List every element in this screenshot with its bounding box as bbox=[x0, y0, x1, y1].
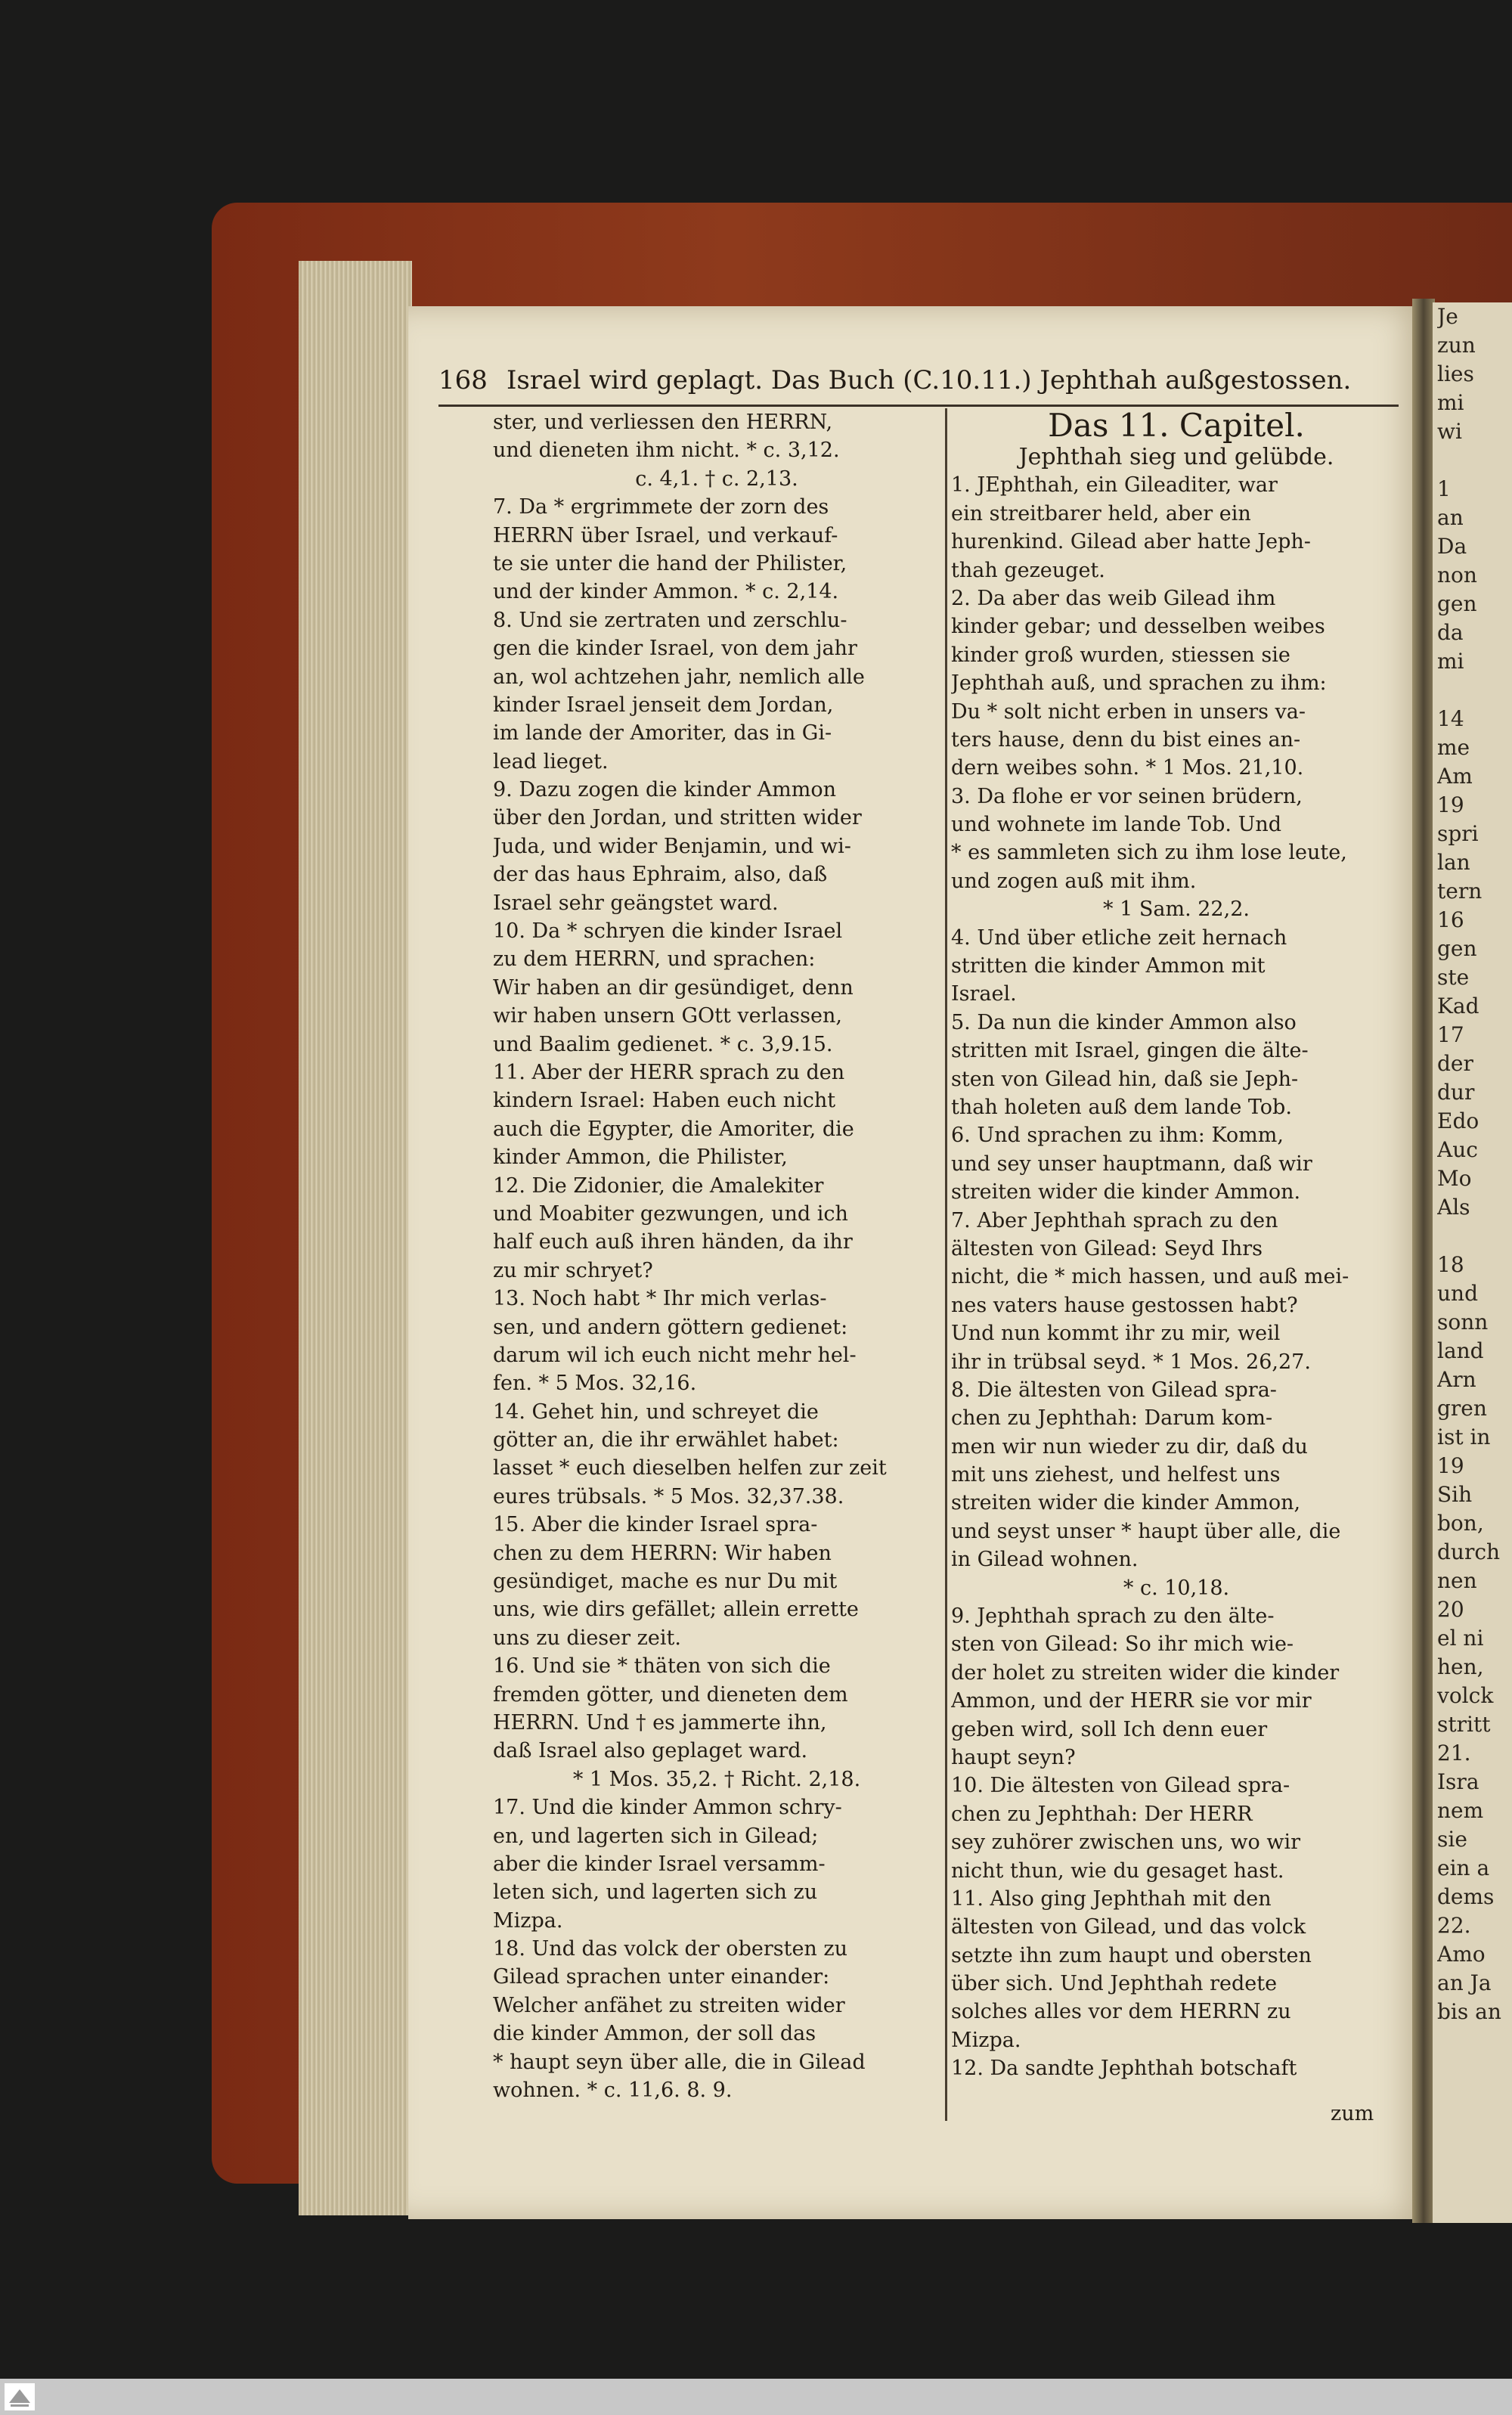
text-line: sten von Gilead: So ihr mich wie- bbox=[951, 1632, 1294, 1657]
text-line: 8. Die ältesten von Gilead spra- bbox=[951, 1378, 1277, 1402]
text-line: kinder Ammon, die Philister, bbox=[493, 1145, 788, 1170]
text-line: Juda, und wider Benjamin, und wi- bbox=[493, 834, 851, 858]
text-line: 13. Noch habt * Ihr mich verlas- bbox=[493, 1287, 827, 1311]
facing-page-line: Edo bbox=[1437, 1108, 1479, 1133]
facing-page-line: 22. bbox=[1437, 1913, 1471, 1938]
column-divider bbox=[945, 408, 947, 2121]
text-line: auch die Egypter, die Amoriter, die bbox=[493, 1117, 854, 1141]
facing-page-line: nen bbox=[1437, 1568, 1477, 1593]
facing-page-line: hen, bbox=[1437, 1654, 1484, 1679]
text-line: Wir haben an dir gesündiget, denn bbox=[493, 975, 854, 1000]
text-line: 4. Und über etliche zeit hernach bbox=[951, 925, 1287, 950]
text-line: 2. Da aber das weib Gilead ihm bbox=[951, 586, 1276, 610]
facing-page-line: nem bbox=[1437, 1798, 1484, 1823]
text-line: 6. Und sprachen zu ihm: Komm, bbox=[951, 1124, 1284, 1148]
facing-page-fragment bbox=[1433, 302, 1512, 2223]
text-line: mit uns ziehest, und helfest uns bbox=[951, 1463, 1281, 1487]
text-line: geben wird, soll Ich denn euer bbox=[951, 1717, 1268, 1741]
text-line: 1. JEphthah, ein Gileaditer, war bbox=[951, 473, 1278, 498]
facing-page-line: lan bbox=[1437, 850, 1470, 875]
text-line: * 1 Sam. 22,2. bbox=[1103, 897, 1250, 922]
facing-page-line: Als bbox=[1437, 1195, 1470, 1220]
text-line: sey zuhörer zwischen uns, wo wir bbox=[951, 1831, 1300, 1855]
facing-page-line: Je bbox=[1437, 304, 1458, 329]
text-line: der das haus Ephraim, also, daß bbox=[493, 863, 828, 887]
text-line: 5. Da nun die kinder Ammon also bbox=[951, 1010, 1297, 1034]
text-line: 7. Aber Jephthah sprach zu den bbox=[951, 1208, 1278, 1232]
catchword: zum bbox=[1331, 2102, 1374, 2125]
text-line: 17. Und die kinder Ammon schry- bbox=[493, 1796, 842, 1820]
text-line: darum wil ich euch nicht mehr hel- bbox=[493, 1343, 857, 1367]
text-line: 11. Aber der HERR sprach zu den bbox=[493, 1060, 845, 1084]
text-line: kindern Israel: Haben euch nicht bbox=[493, 1089, 836, 1113]
library-logo-icon bbox=[5, 2383, 35, 2410]
text-line: thah gezeuget. bbox=[951, 558, 1105, 582]
facing-page-line: Mo bbox=[1437, 1166, 1472, 1191]
text-line: * c. 10,18. bbox=[1123, 1576, 1230, 1600]
text-line: 3. Da flohe er vor seinen brüdern, bbox=[951, 784, 1303, 808]
text-line: streiten wider die kinder Ammon. bbox=[951, 1180, 1301, 1204]
text-line: nicht, die * mich hassen, und auß mei- bbox=[951, 1265, 1349, 1289]
text-line: 11. Also ging Jephthah mit den bbox=[951, 1886, 1272, 1911]
text-line: zu dem HERRN, und sprachen: bbox=[493, 947, 816, 972]
text-line: * es sammleten sich zu ihm lose leute, bbox=[951, 841, 1347, 865]
text-line: und dieneten ihm nicht. * c. 3,12. bbox=[493, 439, 840, 463]
text-line: Ammon, und der HERR sie vor mir bbox=[951, 1689, 1312, 1713]
text-line: 8. Und sie zertraten und zerschlu- bbox=[493, 608, 847, 632]
facing-page-line: sie bbox=[1437, 1827, 1467, 1852]
text-line: 12. Die Zidonier, die Amalekiter bbox=[493, 1173, 824, 1198]
text-line: über den Jordan, und stritten wider bbox=[493, 806, 862, 830]
text-line: chen zu Jephthah: Darum kom- bbox=[951, 1406, 1273, 1431]
viewer-bottom-bar bbox=[0, 2379, 1512, 2415]
facing-page-line: Isra bbox=[1437, 1769, 1479, 1794]
text-line: und sey unser hauptmann, daß wir bbox=[951, 1152, 1312, 1176]
text-line: 15. Aber die kinder Israel spra- bbox=[493, 1513, 818, 1537]
facing-page-line: stritt bbox=[1437, 1712, 1491, 1737]
text-line: leten sich, und lagerten sich zu bbox=[493, 1880, 818, 1905]
text-line: über sich. Und Jephthah redete bbox=[951, 1972, 1278, 1996]
text-line: stritten mit Israel, gingen die älte- bbox=[951, 1039, 1309, 1063]
facing-page-line: volck bbox=[1437, 1683, 1494, 1708]
text-line: die kinder Ammon, der soll das bbox=[493, 2022, 816, 2046]
text-line: zu mir schryet? bbox=[493, 1258, 653, 1282]
text-line: ster, und verliessen den HERRN, bbox=[493, 411, 833, 434]
text-line: stritten die kinder Ammon mit bbox=[951, 954, 1266, 978]
facing-page-line: dur bbox=[1437, 1080, 1475, 1105]
text-line: haupt seyn? bbox=[951, 1745, 1076, 1769]
facing-page-line: land bbox=[1437, 1338, 1484, 1363]
text-line: und wohnete im lande Tob. Und bbox=[951, 813, 1282, 837]
text-line: nes vaters hause gestossen habt? bbox=[951, 1293, 1298, 1317]
text-line: * 1 Mos. 35,2. † Richt. 2,18. bbox=[572, 1767, 861, 1791]
chapter-summary: Jephthah sieg und gelübde. bbox=[1018, 444, 1334, 470]
text-line: 10. Da * schryen die kinder Israel bbox=[493, 919, 843, 944]
text-line: Jephthah auß, und sprachen zu ihm: bbox=[951, 671, 1327, 696]
text-line: hurenkind. Gilead aber hatte Jeph- bbox=[951, 530, 1311, 554]
text-line: gen die kinder Israel, von dem jahr bbox=[493, 637, 857, 661]
text-line: und der kinder Ammon. * c. 2,14. bbox=[493, 580, 839, 604]
facing-page-line: mi bbox=[1437, 390, 1464, 415]
facing-page-line: Da bbox=[1437, 534, 1467, 559]
text-line: kinder Israel jenseit dem Jordan, bbox=[493, 693, 834, 717]
text-line: eures trübsals. * 5 Mos. 32,37.38. bbox=[493, 1484, 844, 1508]
text-line: götter an, die ihr erwählet habet: bbox=[493, 1428, 839, 1452]
text-line: HERRN über Israel, und verkauf- bbox=[493, 523, 838, 547]
page-number: 168 bbox=[438, 365, 488, 395]
facing-page-line: 20 bbox=[1437, 1597, 1464, 1622]
text-line: * haupt seyn über alle, die in Gilead bbox=[493, 2050, 866, 2074]
facing-page-line: non bbox=[1437, 563, 1477, 587]
text-line: Gilead sprachen unter einander: bbox=[493, 1965, 830, 1989]
text-line: an, wol achtzehen jahr, nemlich alle bbox=[493, 665, 865, 689]
facing-page-line: bon, bbox=[1437, 1511, 1484, 1536]
text-line: 9. Dazu zogen die kinder Ammon bbox=[493, 778, 836, 802]
facing-page-line: 16 bbox=[1437, 907, 1464, 932]
text-line: en, und lagerten sich in Gilead; bbox=[493, 1824, 819, 1848]
text-line: 9. Jephthah sprach zu den älte- bbox=[951, 1604, 1275, 1629]
text-line: Du * solt nicht erben in unsers va- bbox=[951, 699, 1306, 724]
facing-page-line: Arn bbox=[1437, 1367, 1476, 1392]
text-line: te sie unter die hand der Philister, bbox=[493, 551, 847, 575]
text-line: chen zu Jephthah: Der HERR bbox=[951, 1802, 1253, 1826]
facing-page-line: Amo bbox=[1437, 1942, 1486, 1967]
facing-page-line: der bbox=[1437, 1051, 1473, 1076]
right-column bbox=[951, 408, 1402, 2083]
text-line: half euch auß ihren händen, da ihr bbox=[493, 1230, 853, 1254]
text-line: Israel. bbox=[951, 982, 1017, 1006]
text-line: aber die kinder Israel versamm- bbox=[493, 1852, 826, 1876]
facing-page-line: 14 bbox=[1437, 706, 1464, 731]
facing-page-line bbox=[1437, 1222, 1505, 1251]
book-gutter bbox=[1412, 299, 1435, 2223]
text-line: und Baalim gedienet. * c. 3,9.15. bbox=[493, 1032, 833, 1056]
text-line: Welcher anfähet zu streiten wider bbox=[493, 1993, 845, 2017]
text-line: 7. Da * ergrimmete der zorn des bbox=[493, 495, 829, 519]
text-line: dern weibes sohn. * 1 Mos. 21,10. bbox=[951, 756, 1304, 780]
facing-page-line: spri bbox=[1437, 821, 1479, 846]
running-header bbox=[438, 359, 1399, 407]
text-line: Mizpa. bbox=[493, 1908, 563, 1933]
text-line: kinder gebar; und desselben weibes bbox=[951, 615, 1325, 639]
text-line: 16. Und sie * thäten von sich die bbox=[493, 1654, 831, 1679]
text-line: c. 4,1. † c. 2,13. bbox=[635, 467, 798, 491]
facing-page-line: zun bbox=[1437, 333, 1476, 358]
facing-page-line: gen bbox=[1437, 936, 1477, 961]
facing-page-line: Auc bbox=[1437, 1137, 1478, 1162]
text-line: ein streitbarer held, aber ein bbox=[951, 501, 1251, 525]
text-line: 14. Gehet hin, und schreyet die bbox=[493, 1400, 819, 1424]
facing-page-line: an Ja bbox=[1437, 1970, 1492, 1995]
text-line: sten von Gilead hin, daß sie Jeph- bbox=[951, 1067, 1299, 1091]
facing-page-line: gen bbox=[1437, 591, 1477, 616]
text-line: wohnen. * c. 11,6. 8. 9. bbox=[493, 2079, 733, 2103]
text-line: men wir nun wieder zu dir, daß du bbox=[951, 1434, 1308, 1459]
facing-page-line: 1 bbox=[1437, 476, 1451, 501]
text-line: der holet zu streiten wider die kinder bbox=[951, 1660, 1340, 1685]
facing-page-line: 18 bbox=[1437, 1252, 1464, 1277]
text-line: solches alles vor dem HERRN zu bbox=[951, 2000, 1291, 2024]
text-line: uns zu dieser zeit. bbox=[493, 1626, 681, 1650]
page-edges bbox=[299, 261, 412, 2215]
facing-page-line: bis an bbox=[1437, 1999, 1501, 2024]
facing-page-line: ist in bbox=[1437, 1425, 1491, 1449]
text-line: 12. Da sandte Jephthah botschaft bbox=[951, 2057, 1297, 2081]
text-line: Israel sehr geängstet ward. bbox=[493, 891, 779, 915]
text-line: Und nun kommt ihr zu mir, weil bbox=[951, 1322, 1281, 1346]
facing-page-line: ste bbox=[1437, 965, 1470, 990]
text-line: kinder groß wurden, stiessen sie bbox=[951, 643, 1290, 667]
text-line: in Gilead wohnen. bbox=[951, 1548, 1139, 1572]
text-line: ältesten von Gilead: Seyd Ihrs bbox=[951, 1236, 1263, 1260]
text-line: sen, und andern göttern gedienet: bbox=[493, 1315, 848, 1339]
text-line: wir haben unsern GOtt verlassen, bbox=[493, 1004, 842, 1028]
text-line: im lande der Amoriter, das in Gi- bbox=[493, 721, 832, 746]
text-line: lasset * euch dieselben helfen zur zeit bbox=[493, 1456, 887, 1480]
running-title: Israel wird geplagt. Das Buch (C.10.11.) Jephthah außgestossen. bbox=[507, 365, 1352, 395]
facing-page-line: dems bbox=[1437, 1884, 1495, 1909]
facing-page-line: lies bbox=[1437, 361, 1474, 386]
facing-page-line: Sih bbox=[1437, 1482, 1473, 1507]
facing-page-line: sonn bbox=[1437, 1310, 1489, 1335]
text-line: 18. Und das volck der obersten zu bbox=[493, 1937, 848, 1961]
facing-page-line: und bbox=[1437, 1281, 1478, 1306]
facing-page-line: 17 bbox=[1437, 1022, 1464, 1047]
text-line: daß Israel also geplaget ward. bbox=[493, 1739, 808, 1763]
text-line: HERRN. Und † es jammerte ihn, bbox=[493, 1710, 827, 1735]
facing-page-line: Kad bbox=[1437, 994, 1479, 1018]
facing-page-line: me bbox=[1437, 735, 1470, 760]
facing-page-line: da bbox=[1437, 620, 1464, 645]
chapter-title: Das 11. Capitel. bbox=[1048, 408, 1305, 443]
facing-page-line: 21. bbox=[1437, 1741, 1471, 1766]
facing-page-line: gren bbox=[1437, 1396, 1487, 1421]
facing-page-line bbox=[1437, 676, 1505, 705]
text-line: 10. Die ältesten von Gilead spra- bbox=[951, 1774, 1290, 1798]
facing-page-line: mi bbox=[1437, 649, 1464, 674]
facing-page-line: 19 bbox=[1437, 1453, 1464, 1478]
text-line: und seyst unser * haupt über alle, die bbox=[951, 1519, 1341, 1543]
facing-page-line: ein a bbox=[1437, 1855, 1490, 1880]
text-line: lead lieget. bbox=[493, 749, 609, 773]
text-line: fremden götter, und dieneten dem bbox=[493, 1682, 848, 1707]
text-line: nicht thun, wie du gesaget hast. bbox=[951, 1859, 1284, 1883]
facing-page-line: durch bbox=[1437, 1539, 1501, 1564]
facing-page-line: an bbox=[1437, 505, 1464, 530]
text-line: und zogen auß mit ihm. bbox=[951, 869, 1197, 893]
left-column bbox=[493, 408, 940, 2104]
text-line: fen. * 5 Mos. 32,16. bbox=[493, 1372, 697, 1396]
facing-page-line: el ni bbox=[1437, 1626, 1484, 1651]
facing-page-line: tern bbox=[1437, 879, 1483, 904]
text-line: ters hause, denn du bist eines an- bbox=[951, 727, 1301, 752]
text-line: und Moabiter gezwungen, und ich bbox=[493, 1201, 848, 1226]
text-line: setzte ihn zum haupt und obersten bbox=[951, 1943, 1312, 1967]
facing-page-line: wi bbox=[1437, 419, 1462, 444]
facing-page-line bbox=[1437, 446, 1505, 475]
text-line: ihr in trübsal seyd. * 1 Mos. 26,27. bbox=[951, 1350, 1311, 1374]
text-line: Mizpa. bbox=[951, 2028, 1021, 2052]
facing-page-line: Am bbox=[1437, 764, 1473, 789]
text-line: gesündiget, mache es nur Du mit bbox=[493, 1570, 838, 1594]
text-line: chen zu dem HERRN: Wir haben bbox=[493, 1541, 832, 1565]
text-line: ältesten von Gilead, und das volck bbox=[951, 1915, 1306, 1939]
text-line: uns, wie dirs gefället; allein errette bbox=[493, 1598, 859, 1622]
text-line: streiten wider die kinder Ammon, bbox=[951, 1491, 1301, 1515]
facing-page-line: 19 bbox=[1437, 792, 1464, 817]
text-line: thah holeten auß dem lande Tob. bbox=[951, 1095, 1292, 1119]
